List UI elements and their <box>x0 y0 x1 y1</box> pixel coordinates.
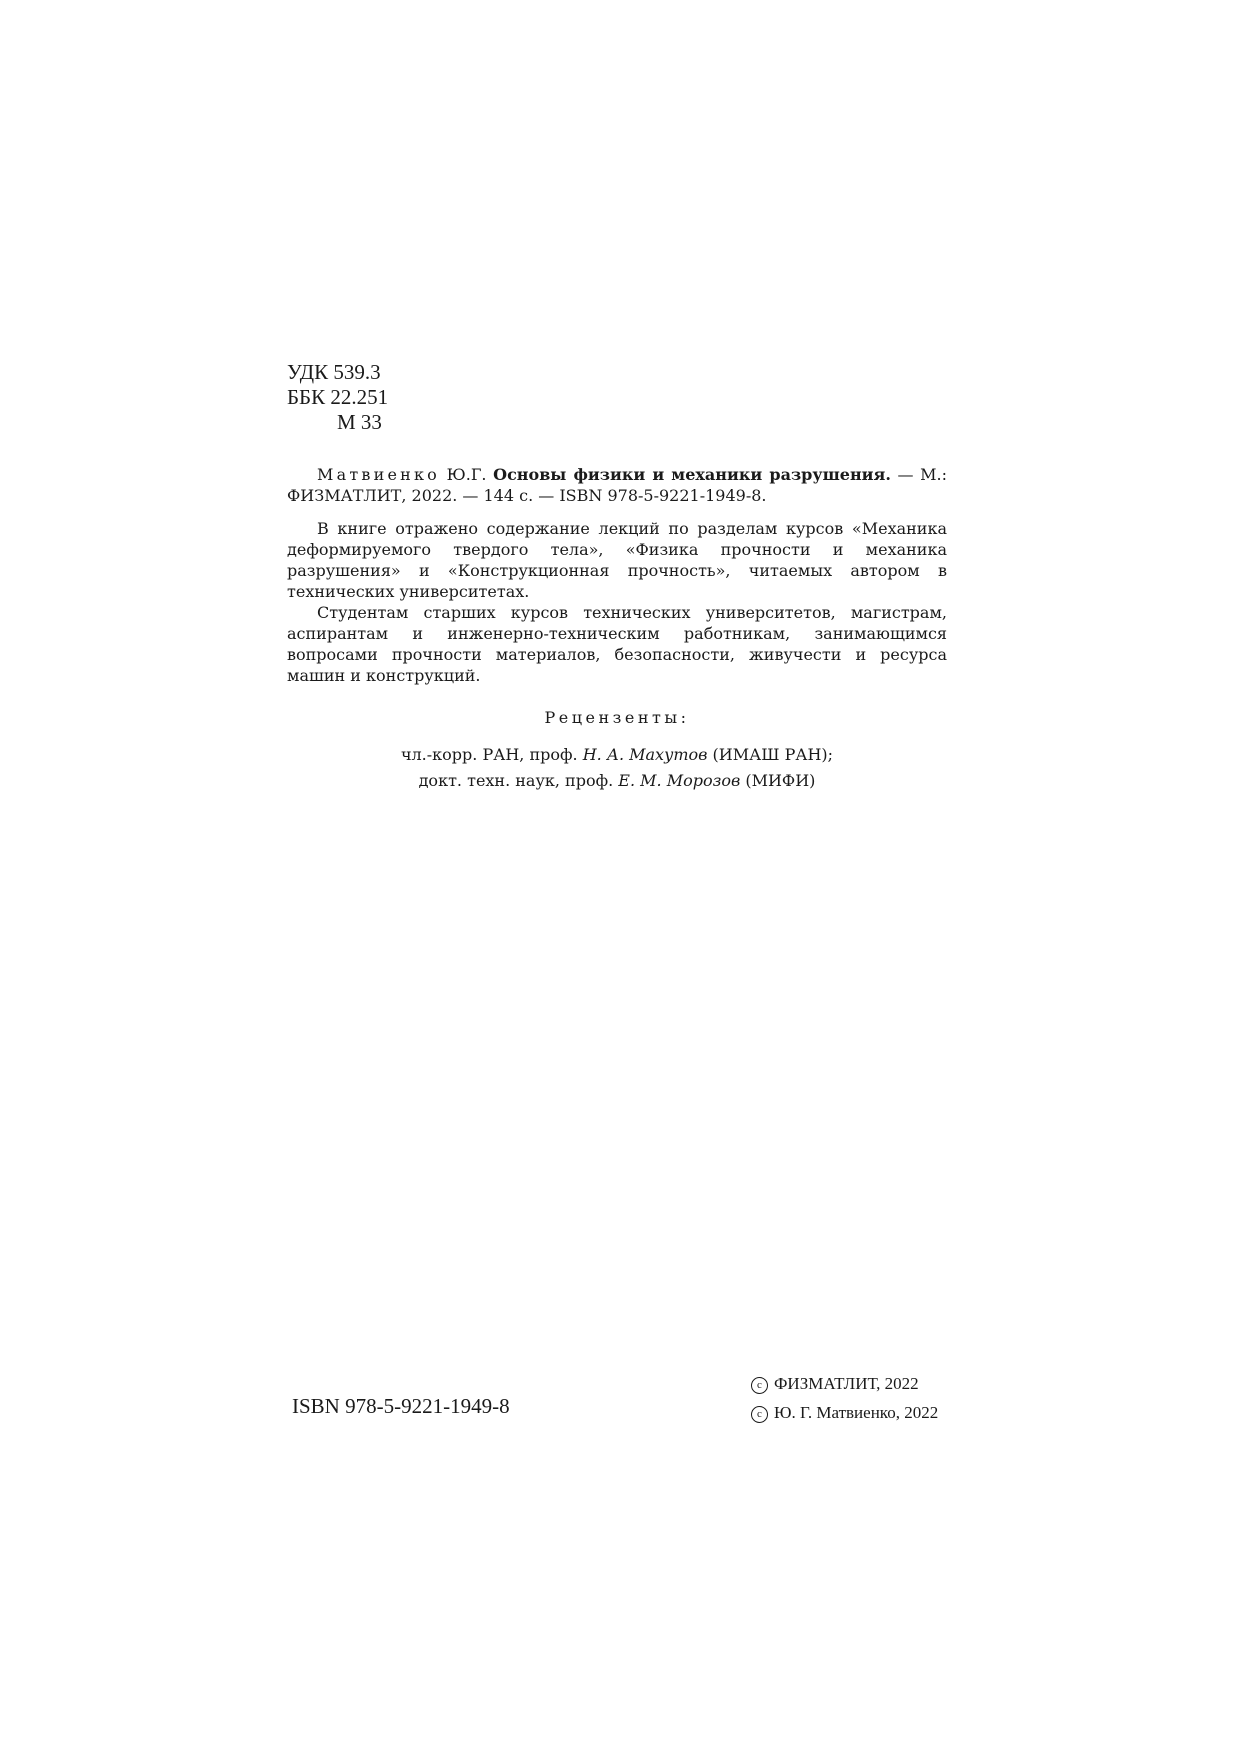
copyright-publisher-text: ФИЗМАТЛИТ, 2022 <box>774 1374 919 1393</box>
copyright-block <box>751 1369 938 1427</box>
bibliographic-record <box>287 464 947 686</box>
bibliographic-citation <box>287 464 947 506</box>
reviewers-heading: Рецензенты: <box>544 708 690 727</box>
imprint: — М.: ФИЗМАТЛИТ, 2022. — 144 с. — ISBN 978-5-9221-1949-8. <box>287 465 948 505</box>
copyright-icon: c <box>751 1406 768 1423</box>
copyright-author <box>751 1398 938 1427</box>
isbn-number: ISBN 978-5-9221-1949-8 <box>292 1394 510 1418</box>
annotation-paragraph-1: В книге отражено содержание лекций по разделам курсов «Механика деформируемого твердого тела», «Физика прочности и механика разрушения» и «Конструкционная прочность», читаемых автором в технических университетах. <box>287 519 947 601</box>
reviewer-1 <box>287 744 947 765</box>
reviewer-2 <box>287 770 947 791</box>
copyright-icon: c <box>751 1377 768 1394</box>
udk-code: УДК 539.3 <box>287 360 381 384</box>
author-initials: Ю.Г. <box>446 465 487 484</box>
reviewer-1-affiliation: (ИМАШ РАН); <box>707 745 834 764</box>
author-surname: Матвиенко <box>317 465 441 484</box>
reviewer-1-title: чл.-корр. РАН, проф. <box>400 745 583 764</box>
reviewer-1-name: Н. А. Махутов <box>582 745 708 764</box>
copyright-publisher <box>751 1369 938 1398</box>
book-title: Основы физики и механики разрушения. <box>493 465 891 484</box>
reviewer-2-affiliation: (МИФИ) <box>740 771 816 790</box>
reviewer-2-title: докт. техн. наук, проф. <box>418 771 619 790</box>
copyright-author-text: Ю. Г. Матвиенко, 2022 <box>774 1403 939 1422</box>
reviewers-block <box>287 707 947 796</box>
annotation-paragraph-2: Студентам старших курсов технических университетов, магистрам, аспирантам и инженерно-техническим работникам, занимающимся вопросами прочности материалов, безопасности, живучести и ресурса машин и конструкций. <box>287 603 947 685</box>
classification-codes <box>287 360 388 435</box>
author-mark: М 33 <box>337 410 382 434</box>
reviewer-2-name: Е. М. Морозов <box>618 771 741 790</box>
bbk-code: ББК 22.251 <box>287 385 389 409</box>
